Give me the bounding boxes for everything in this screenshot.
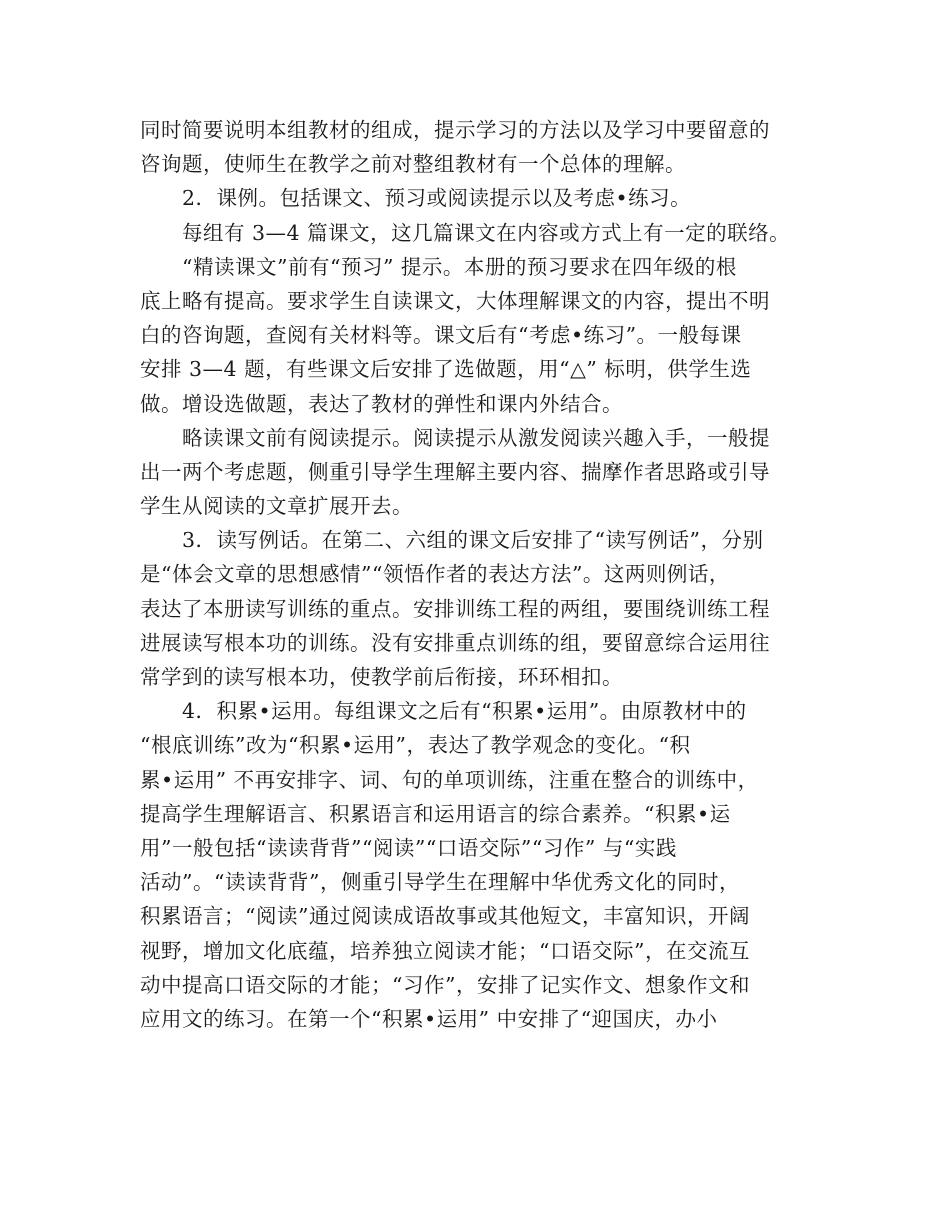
text-line: 略读课文前有阅读提示。阅读提示从激发阅读兴趣入手，一般提: [182, 425, 770, 450]
text-line: 2．课例。包括课文、预习或阅读提示以及考虑•练习。: [182, 186, 692, 211]
text-line: 常学到的读写根本功，使教学前后衔接，环环相扣。: [140, 665, 623, 689]
text-line: 积累语言；“阅读”通过阅读成语故事或其他短文，丰富知识，开阔: [140, 904, 750, 929]
text-line: 动中提高口语交际的才能；“习作”，安排了记实作文、想象作文和: [140, 972, 750, 997]
text-line: 表达了本册读写训练的重点。安排训练工程的两组，要围绕训练工程: [140, 596, 770, 621]
text-line: 底上略有提高。要求学生自读课文，大体理解课文的内容，提出不明: [140, 288, 770, 313]
document-body: [140, 113, 812, 1036]
text-line: 视野，增加文化底蕴，培养独立阅读才能；“口语交际”，在交流互: [140, 938, 750, 963]
text-line: 提高学生理解语言、积累语言和运用语言的综合素养。“积累•运: [140, 801, 731, 826]
text-line: 做。增设选做题，表达了教材的弹性和课内外结合。: [140, 391, 623, 416]
text-line: 出一两个考虑题，侧重引导学生理解主要内容、揣摩作者思路或引导: [140, 459, 770, 484]
text-line: 累•运用” 不再安排字、词、句的单项训练，注重在整合的训练中，: [140, 767, 759, 792]
text-line: 咨询题，使师生在教学之前对整组教材有一个总体的理解。: [140, 152, 686, 177]
text-line: 应用文的练习。在第一个“积累•运用” 中安排了“迎国庆，办小: [140, 1006, 718, 1031]
text-line: 活动”。“读读背背”，侧重引导学生在理解中华优秀文化的同时，: [140, 870, 740, 895]
text-line: 是“体会文章的思想感情”“领悟作者的表达方法”。这两则例话，: [140, 562, 730, 587]
text-line: 进展读写根本功的训练。没有安排重点训练的组，要留意综合运用往: [140, 630, 770, 655]
text-line: 同时简要说明本组教材的组成，提示学习的方法以及学习中要留意的: [140, 118, 770, 142]
text-line: 每组有 3—4 篇课文，这几篇课文在内容或方式上有一定的联络。: [182, 220, 791, 245]
text-line: “根底训练”改为“积累•运用”，表达了教学观念的变化。“积: [140, 733, 691, 758]
text-line: 白的咨询题，查阅有关材料等。课文后有“考虑•练习”。一般每课: [140, 323, 742, 348]
text-line: 4．积累•运用。每组课文之后有“积累•运用”。由原教材中的: [182, 699, 747, 724]
text-line: 学生从阅读的文章扩展开去。: [140, 494, 413, 519]
text-line: 安排 3—4 题，有些课文后安排了选做题，用“△” 标明，供学生选: [140, 357, 752, 382]
text-line: “精读课文”前有“预习” 提示。本册的预习要求在四年级的根: [182, 254, 737, 279]
text-line: 用”一般包括“读读背背”“阅读”“口语交际”“习作” 与“实践: [140, 835, 677, 860]
text-line: 3．读写例话。在第二、六组的课文后安排了“读写例话”，分别: [182, 528, 764, 553]
